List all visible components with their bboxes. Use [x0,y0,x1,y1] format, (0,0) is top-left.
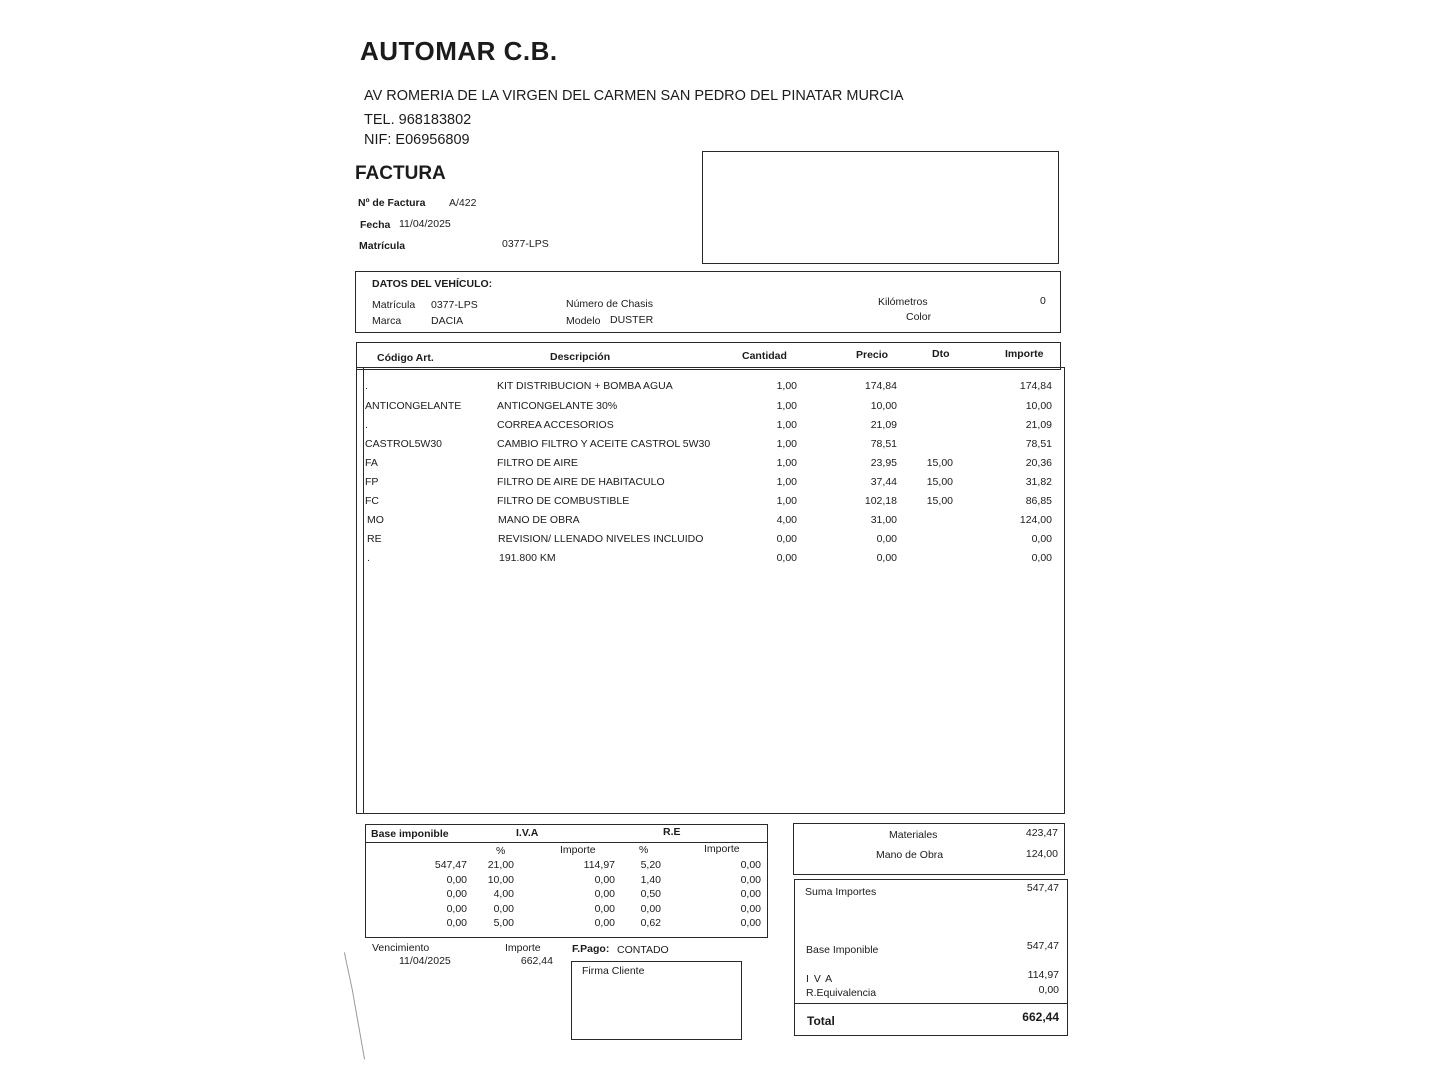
company-address: AV ROMERIA DE LA VIRGEN DEL CARMEN SAN PEDRO DEL PINATAR MURCIA [364,88,904,104]
payment-method-label: F.Pago: [572,943,610,955]
invoice-date-label: Fecha [360,219,391,231]
header-discount: Dto [932,348,950,360]
tax-re-amount: 0,00 [740,859,761,871]
iva-value: 114,97 [1027,969,1059,981]
item-price: 31,00 [870,514,897,526]
item-code: CASTROL5W30 [365,438,443,450]
item-code: FC [365,495,379,507]
scan-mark [344,952,353,991]
item-description: ANTICONGELANTE 30% [497,400,618,412]
item-quantity: 1,00 [776,438,797,450]
item-quantity: 1,00 [776,476,797,488]
labour-value: 124,00 [1025,848,1058,860]
vehicle-title: DATOS DEL VEHÍCULO: [372,278,493,290]
item-amount: 20,36 [1025,457,1052,469]
header-quantity: Cantidad [742,350,787,362]
invoice-plate-label: Matrícula [359,240,406,252]
tax-iva-label: I.V.A [516,827,539,839]
item-code: . [365,380,368,392]
tax-base: 0,00 [446,903,467,915]
tax-re-pct: 0,50 [640,888,661,900]
item-quantity: 1,00 [776,457,797,469]
vehicle-data-box [355,271,1061,333]
tax-re-amount: 0,00 [740,888,761,900]
table-row [0,514,1440,530]
item-code: MO [367,514,384,526]
total-value: 662,44 [1022,1010,1059,1024]
item-description: FILTRO DE AIRE DE HABITACULO [497,476,665,488]
materials-box [793,823,1065,875]
header-amount: Importe [1005,348,1044,360]
invoice-number: A/422 [449,197,477,209]
payment-amount-label: Importe [505,942,541,954]
item-amount: 21,09 [1025,419,1052,431]
item-description: FILTRO DE AIRE [497,457,578,469]
materials-label: Materiales [889,829,938,841]
tax-iva-amount: 0,00 [594,888,615,900]
vehicle-brand: DACIA [431,315,464,327]
tax-re-pct: 1,40 [640,874,661,886]
tax-iva-amount: 0,00 [594,917,615,929]
tax-iva-amount: 114,97 [583,859,615,871]
table-row [0,380,1440,396]
tax-iva-pct: 5,00 [493,917,514,929]
tax-row [0,859,1440,875]
document-title: FACTURA [355,163,446,184]
table-row [0,419,1440,435]
tax-iva-pct: 0,00 [493,903,514,915]
company-name: AUTOMAR C.B. [360,36,558,66]
tax-re-amount: 0,00 [740,903,761,915]
tax-row [0,888,1440,904]
item-amount: 31,82 [1025,476,1052,488]
client-address-box [702,151,1059,264]
vehicle-km-label: Kilómetros [878,296,928,308]
base-value: 547,47 [1026,940,1059,952]
tax-iva-pct: 10,00 [487,874,514,886]
item-price: 78,51 [870,438,897,450]
re-value: 0,00 [1038,984,1059,996]
vehicle-chassis-label: Número de Chasis [566,298,653,310]
tax-iva-amount-label: Importe [560,844,596,856]
tax-re-amount-label: Importe [704,843,740,855]
tax-base: 547,47 [434,859,467,871]
table-row [0,438,1440,454]
item-amount: 0,00 [1031,533,1052,545]
tax-re-pct: 5,20 [640,859,661,871]
table-row [0,552,1440,568]
vehicle-brand-label: Marca [372,315,402,327]
total-divider [795,1003,1067,1004]
item-price: 174,84 [864,380,897,392]
tax-base: 0,00 [446,917,467,929]
item-amount: 0,00 [1031,552,1052,564]
tax-base: 0,00 [446,874,467,886]
due-label: Vencimiento [372,942,430,954]
item-discount: 15,00 [926,476,953,488]
item-price: 0,00 [876,533,897,545]
company-nif: NIF: E06956809 [364,132,470,148]
item-quantity: 0,00 [776,533,797,545]
item-price: 37,44 [870,476,897,488]
item-quantity: 1,00 [776,419,797,431]
item-code: . [365,419,368,431]
items-header [356,342,1061,370]
tax-re-pct: 0,00 [640,903,661,915]
item-description: 191.800 KM [499,552,556,564]
item-discount: 15,00 [926,457,953,469]
tax-iva-amount: 0,00 [594,903,615,915]
item-description: REVISION/ LLENADO NIVELES INCLUIDO [498,533,704,545]
tax-iva-pct-label: % [496,845,506,857]
table-row [0,476,1440,492]
item-amount: 10,00 [1025,400,1052,412]
vehicle-model-label: Modelo [566,315,601,327]
labour-label: Mano de Obra [876,849,944,861]
payment-method: CONTADO [617,944,669,956]
header-price: Precio [856,349,889,361]
tax-re-amount: 0,00 [740,874,761,886]
table-row [0,533,1440,549]
tax-iva-pct: 21,00 [487,859,514,871]
company-phone: TEL. 968183802 [364,112,472,128]
tax-re-pct: 0,62 [640,917,661,929]
invoice-plate: 0377-LPS [502,238,549,250]
item-price: 0,00 [876,552,897,564]
item-quantity: 1,00 [776,400,797,412]
header-description: Descripción [550,351,611,363]
sum-label: Suma Importes [805,886,877,898]
item-amount: 78,51 [1025,438,1052,450]
signature-label: Firma Cliente [582,965,645,977]
item-quantity: 4,00 [776,514,797,526]
tax-iva-amount: 0,00 [594,874,615,886]
item-code: . [367,552,370,564]
vehicle-model: DUSTER [610,314,654,326]
item-description: MANO DE OBRA [498,514,580,526]
item-description: FILTRO DE COMBUSTIBLE [497,495,630,507]
signature-box [571,961,742,1040]
table-row [0,457,1440,473]
item-code: FP [365,476,379,488]
tax-row [0,917,1440,933]
item-amount: 174,84 [1019,380,1052,392]
total-label: Total [807,1014,835,1028]
item-description: CORREA ACCESORIOS [497,419,614,431]
item-description: KIT DISTRIBUCION + BOMBA AGUA [497,380,673,392]
tax-base-label: Base imponible [371,828,449,840]
base-label: Base Imponible [806,944,879,956]
item-price: 10,00 [870,400,897,412]
item-price: 23,95 [870,457,897,469]
table-row [0,495,1440,511]
item-quantity: 1,00 [776,495,797,507]
item-code: RE [367,533,382,545]
item-code: FA [365,457,378,469]
payment-amount: 662,44 [520,955,553,967]
item-price: 21,09 [870,419,897,431]
scan-mark [352,990,365,1059]
vehicle-color-label: Color [906,311,932,323]
due-date: 11/04/2025 [399,955,451,967]
vehicle-km: 0 [1040,295,1046,307]
item-quantity: 0,00 [776,552,797,564]
table-row [0,400,1440,416]
tax-re-pct-label: % [639,844,649,856]
invoice-number-label: Nº de Factura [358,197,426,209]
item-amount: 124,00 [1019,514,1052,526]
iva-label: I V A [806,973,834,985]
item-price: 102,18 [864,495,897,507]
item-quantity: 1,00 [776,380,797,392]
header-code: Código Art. [377,352,434,364]
re-label: R.Equivalencia [806,987,877,999]
sum-value: 547,47 [1026,882,1059,894]
totals-box [794,879,1068,1036]
item-code: ANTICONGELANTE [365,400,462,412]
tax-base: 0,00 [446,888,467,900]
tax-re-label: R.E [663,826,681,838]
tax-re-amount: 0,00 [740,917,761,929]
tax-iva-pct: 4,00 [493,888,514,900]
item-description: CAMBIO FILTRO Y ACEITE CASTROL 5W30 [497,438,711,450]
item-discount: 15,00 [926,495,953,507]
invoice-date: 11/04/2025 [399,218,451,230]
materials-value: 423,47 [1025,827,1058,839]
item-amount: 86,85 [1025,495,1052,507]
vehicle-plate-label: Matrícula [372,299,416,311]
vehicle-plate: 0377-LPS [431,299,478,311]
